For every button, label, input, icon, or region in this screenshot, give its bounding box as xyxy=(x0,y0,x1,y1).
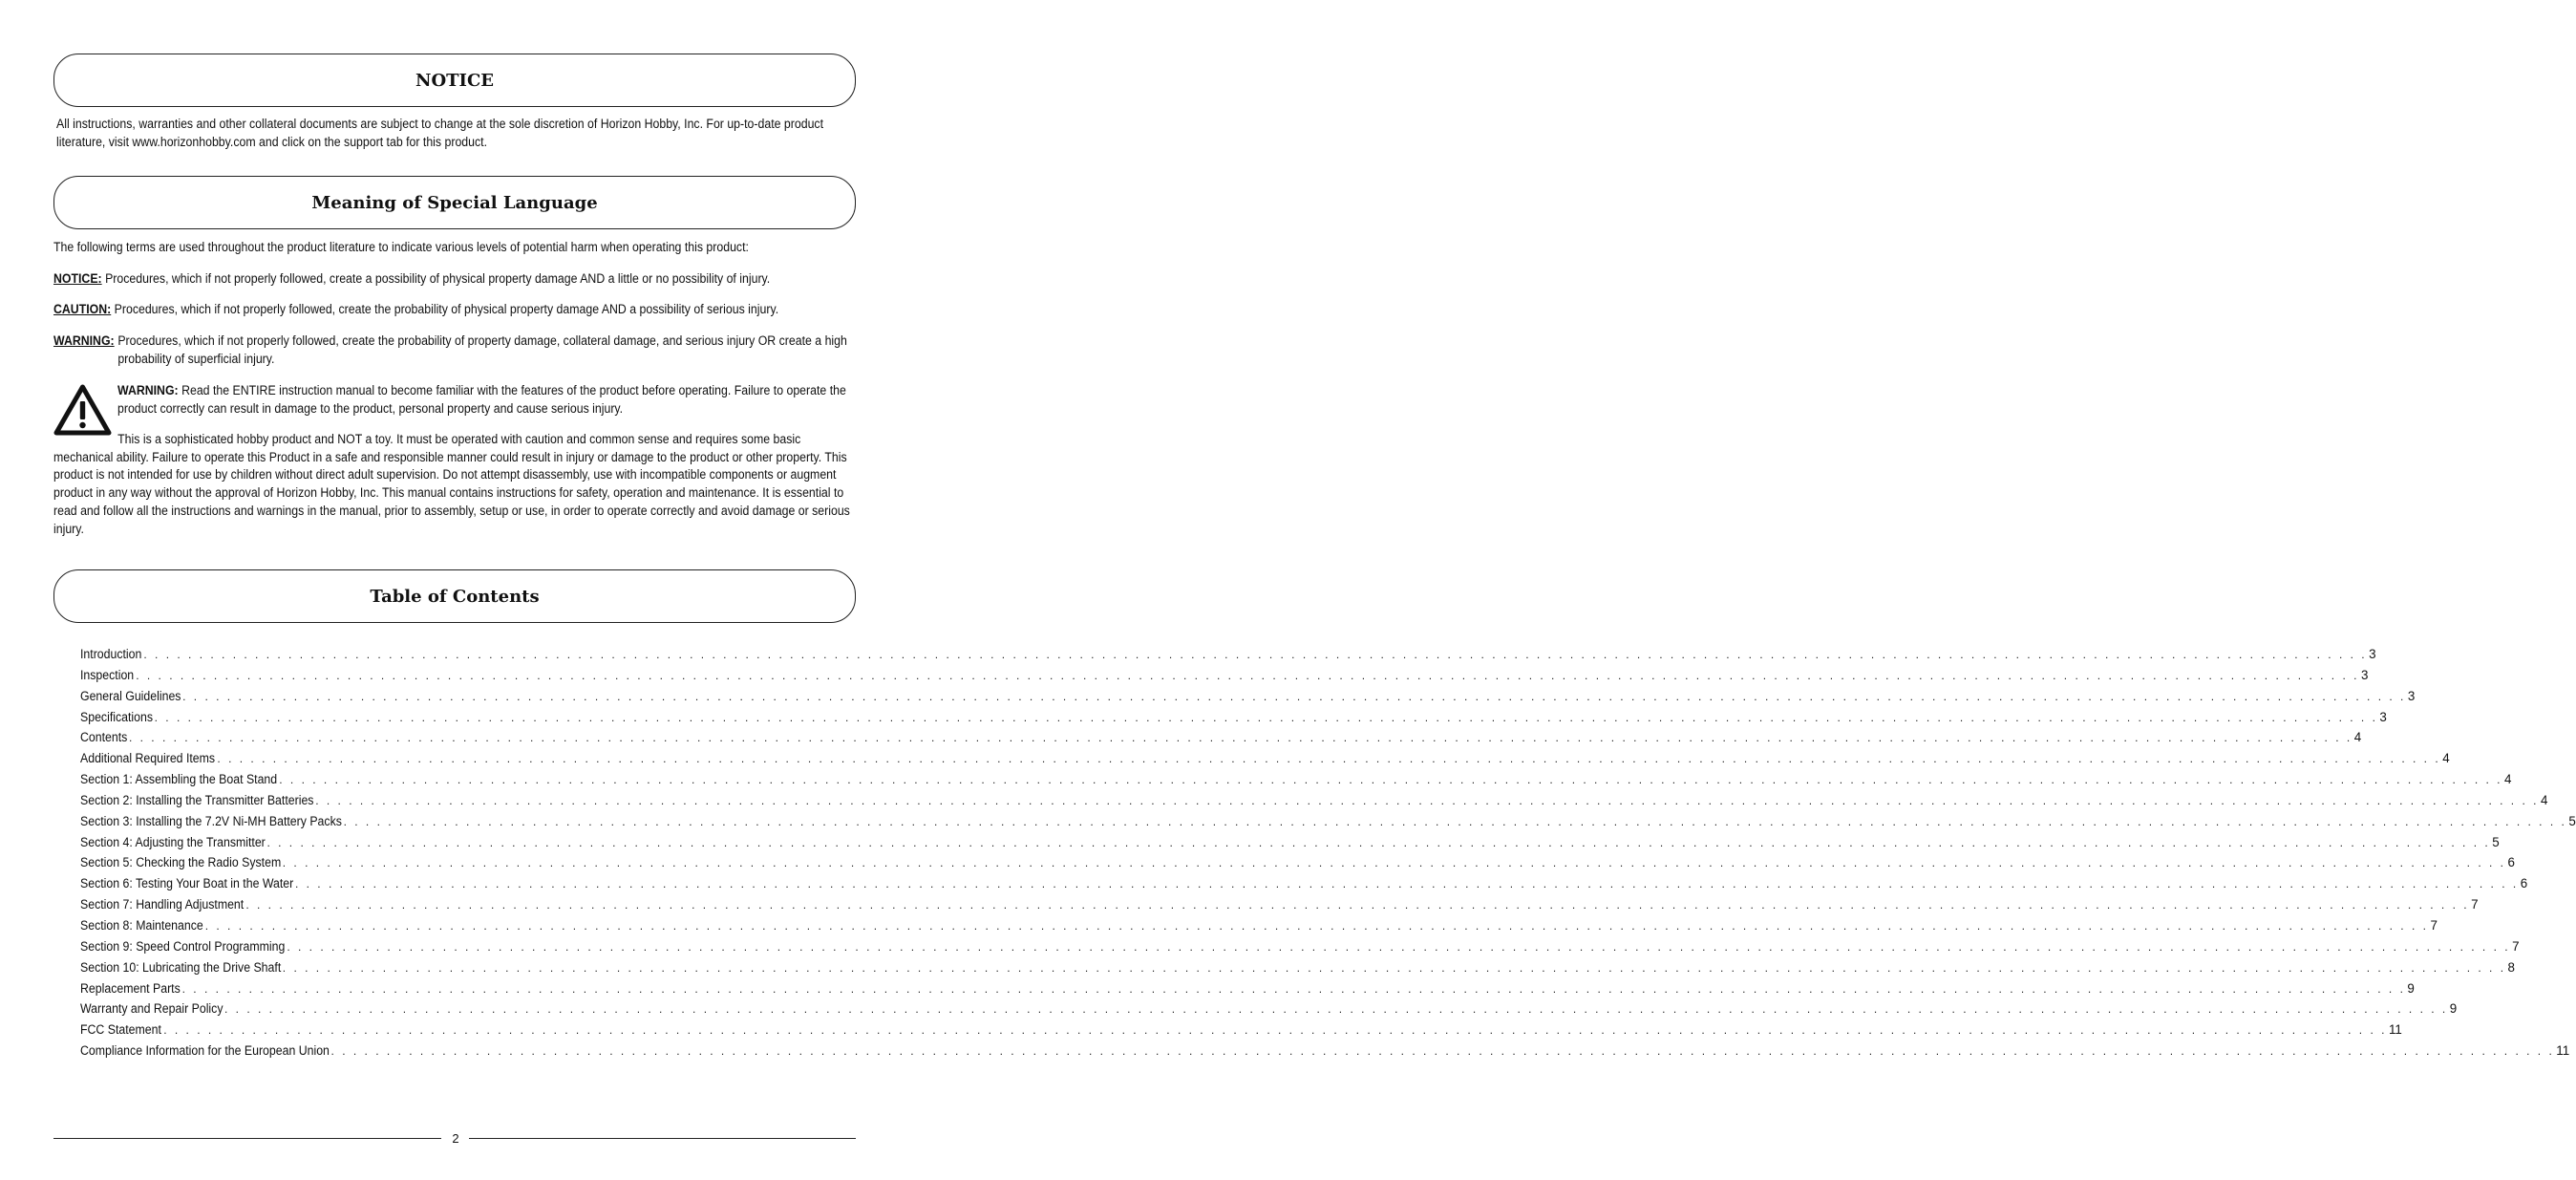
toc-entry xyxy=(80,959,2515,981)
notice-definition-text: Procedures, which if not properly followed, create a possibility of physical property damage AND a little or no possibility of injury. xyxy=(101,271,771,286)
toc-entry-page: 6 xyxy=(2520,876,2528,891)
toc-dot-leader: . . . . . . . . . . . . . . . . . . . . . . . . . . . . . . . . . . . . . . . . . . . . . . . . . . . . . . . . . . . . . . . . . . . . . . . . . . . . . . . . . . . . . . . . . . . . . . . . . . . . . . . . . . . . . . . . . . . . . . . . . . . . . . . . . . . . . . . . . . . . . . . . . . . . . . . . . . . . . . . . . . . . . . . . . . . . . . . . . . . . . . . . . . . . . . . . . . . . . . . . xyxy=(315,793,2539,807)
toc-dot-leader: . . . . . . . . . . . . . . . . . . . . . . . . . . . . . . . . . . . . . . . . . . . . . . . . . . . . . . . . . . . . . . . . . . . . . . . . . . . . . . . . . . . . . . . . . . . . . . . . . . . . . . . . . . . . . . . . . . . . . . . . . . . . . . . . . . . . . . . . . . . . . . . . . . . . . . . . . . . . . . . . . . . . . . . . . . . . . . . . . . . . . . . . . . . . . . . . . . . . . . . . xyxy=(330,1044,2555,1059)
footer-rule-right xyxy=(469,1138,856,1139)
notice-body-text: All instructions, warranties and other collateral documents are subject to change at the sole discretion of Horizon Hobby, Inc. For up-to-date product literature, visit www.horizonhobby.com and click on the support tab for this product. xyxy=(56,117,824,149)
toc-entry-page: 11 xyxy=(2556,1043,2570,1059)
toc-entry-page: 7 xyxy=(2471,897,2479,912)
page-number: 2 xyxy=(452,1131,459,1146)
caution-definition-text: Procedures, which if not properly followed, create the probability of physical property damage AND a possibility of serious injury. xyxy=(111,302,779,316)
toc-entry-page: 3 xyxy=(2369,647,2376,661)
toc-entry-page: 11 xyxy=(2388,1022,2402,1038)
toc-entry-title: Introduction xyxy=(80,647,142,661)
notice-title: NOTICE xyxy=(415,70,494,91)
toc-entry xyxy=(80,938,2520,960)
toc-entry-page: 3 xyxy=(2379,709,2387,724)
toc-dot-leader: . . . . . . . . . . . . . . . . . . . . . . . . . . . . . . . . . . . . . . . . . . . . . . . . . . . . . . . . . . . . . . . . . . . . . . . . . . . . . . . . . . . . . . . . . . . . . . . . . . . . . . . . . . . . . . . . . . . . . . . . . . . . . . . . . . . . . . . . . . . . . . . . . . . . . . . . . . . . . . . . . . . . . . . . . . . . . . . . . . . . . . . . . . . . . . . . . . . . . . . . xyxy=(245,898,2470,912)
toc-entry-title: Section 7: Handling Adjustment xyxy=(80,897,245,912)
special-language-title: Meaning of Special Language xyxy=(311,192,598,213)
toc-entry xyxy=(80,792,2548,814)
toc-dot-leader: . . . . . . . . . . . . . . . . . . . . . . . . . . . . . . . . . . . . . . . . . . . . . . . . . . . . . . . . . . . . . . . . . . . . . . . . . . . . . . . . . . . . . . . . . . . . . . . . . . . . . . . . . . . . . . . . . . . . . . . . . . . . . . . . . . . . . . . . . . . . . . . . . . . . . . . . . . . . . . . . . . . . . . . . . . . . . . . . . . . . . . . . . . . . . . . . . . . . . . . . xyxy=(181,981,2406,996)
notice-definition xyxy=(53,270,856,289)
toc-dot-leader: . . . . . . . . . . . . . . . . . . . . . . . . . . . . . . . . . . . . . . . . . . . . . . . . . . . . . . . . . . . . . . . . . . . . . . . . . . . . . . . . . . . . . . . . . . . . . . . . . . . . . . . . . . . . . . . . . . . . . . . . . . . . . . . . . . . . . . . . . . . . . . . . . . . . . . . . . . . . . . . . . . . . . . . . . . . . . . . . . . . . . . . . . . . . . . . . . . . . . . . . xyxy=(266,835,2491,849)
toc-entry-title: Replacement Parts xyxy=(80,980,181,996)
toc-dot-leader: . . . . . . . . . . . . . . . . . . . . . . . . . . . . . . . . . . . . . . . . . . . . . . . . . . . . . . . . . . . . . . . . . . . . . . . . . . . . . . . . . . . . . . . . . . . . . . . . . . . . . . . . . . . . . . . . . . . . . . . . . . . . . . . . . . . . . . . . . . . . . . . . . . . . . . . . . . . . . . . . . . . . . . . . . . . . . . . . . . . . . . . . . . . . . . . . . . . . . . . . xyxy=(282,856,2506,870)
toc-list xyxy=(80,647,2576,1064)
toc-entry-title: Contents xyxy=(80,730,128,745)
notice-header-box xyxy=(53,54,856,107)
warning-definition xyxy=(53,333,856,368)
toc-entry-title: Section 9: Speed Control Programming xyxy=(80,938,286,954)
warning2-text: Read the ENTIRE instruction manual to become familiar with the features of the product before operating. Failure to operate the product correctly can result in damage to the product, personal property and cause serious injury. xyxy=(117,383,846,416)
toc-entry-page: 4 xyxy=(2504,772,2512,787)
toc-entry-page: 7 xyxy=(2512,938,2520,954)
toc-entry xyxy=(80,813,2576,835)
toc-entry-page: 3 xyxy=(2360,667,2369,682)
caution-term: CAUTION: xyxy=(53,302,112,316)
toc-entry xyxy=(80,647,2376,668)
toc-entry-page: 9 xyxy=(2449,1001,2458,1017)
toc-entry xyxy=(80,897,2479,918)
warning-definition-text: Procedures, which if not properly followed, create the probability of property damage, collateral damage, and serious injury OR create a high probability of superficial injury. xyxy=(117,333,847,366)
toc-entry xyxy=(80,730,2362,751)
toc-dot-leader: . . . . . . . . . . . . . . . . . . . . . . . . . . . . . . . . . . . . . . . . . . . . . . . . . . . . . . . . . . . . . . . . . . . . . . . . . . . . . . . . . . . . . . . . . . . . . . . . . . . . . . . . . . . . . . . . . . . . . . . . . . . . . . . . . . . . . . . . . . . . . . . . . . . . . . . . . . . . . . . . . . . . . . . . . . . . . . . . . . . . . . . . . . . . . . . . . . . . . . . . xyxy=(287,939,2511,954)
warning2-term: WARNING: xyxy=(117,383,179,397)
toc-entry-title: Additional Required Items xyxy=(80,751,216,766)
toc-entry-title: Warranty and Repair Policy xyxy=(80,1001,224,1017)
toc-entry-page: 4 xyxy=(2353,730,2362,745)
toc-entry-page: 5 xyxy=(2492,834,2500,849)
toc-entry-page: 5 xyxy=(2568,813,2576,828)
warning-read-manual xyxy=(117,382,859,418)
toc-entry xyxy=(80,980,2415,1002)
toc-entry xyxy=(80,1043,2570,1064)
toc-entry-title: Section 4: Adjusting the Transmitter xyxy=(80,834,266,849)
toc-entry-page: 7 xyxy=(2430,917,2438,933)
toc-entry xyxy=(80,917,2438,939)
toc-dot-leader: . . . . . . . . . . . . . . . . . . . . . . . . . . . . . . . . . . . . . . . . . . . . . . . . . . . . . . . . . . . . . . . . . . . . . . . . . . . . . . . . . . . . . . . . . . . . . . . . . . . . . . . . . . . . . . . . . . . . . . . . . . . . . . . . . . . . . . . . . . . . . . . . . . . . . . . . . . . . . . . . . . . . . . . . . . . . . . . . . . . . . . . . . . . . . . . . . . . . . . . . xyxy=(136,668,2359,682)
toc-entry-page: 9 xyxy=(2407,980,2415,996)
toc-dot-leader: . . . . . . . . . . . . . . . . . . . . . . . . . . . . . . . . . . . . . . . . . . . . . . . . . . . . . . . . . . . . . . . . . . . . . . . . . . . . . . . . . . . . . . . . . . . . . . . . . . . . . . . . . . . . . . . . . . . . . . . . . . . . . . . . . . . . . . . . . . . . . . . . . . . . . . . . . . . . . . . . . . . . . . . . . . . . . . . . . . . . . . . . . . . . . . . . . . . . . . . . xyxy=(279,773,2502,787)
toc-dot-leader: . . . . . . . . . . . . . . . . . . . . . . . . . . . . . . . . . . . . . . . . . . . . . . . . . . . . . . . . . . . . . . . . . . . . . . . . . . . . . . . . . . . . . . . . . . . . . . . . . . . . . . . . . . . . . . . . . . . . . . . . . . . . . . . . . . . . . . . . . . . . . . . . . . . . . . . . . . . . . . . . . . . . . . . . . . . . . . . . . . . . . . . . . . . . . . . . . . . . . . . . xyxy=(224,1002,2448,1017)
toc-entry-title: Inspection xyxy=(80,667,135,682)
toc-dot-leader: . . . . . . . . . . . . . . . . . . . . . . . . . . . . . . . . . . . . . . . . . . . . . . . . . . . . . . . . . . . . . . . . . . . . . . . . . . . . . . . . . . . . . . . . . . . . . . . . . . . . . . . . . . . . . . . . . . . . . . . . . . . . . . . . . . . . . . . . . . . . . . . . . . . . . . . . . . . . . . . . . . . . . . . . . . . . . . . . . . . . . . . . . . . . . . . . . . . . . . . . xyxy=(182,689,2406,703)
toc-dot-leader: . . . . . . . . . . . . . . . . . . . . . . . . . . . . . . . . . . . . . . . . . . . . . . . . . . . . . . . . . . . . . . . . . . . . . . . . . . . . . . . . . . . . . . . . . . . . . . . . . . . . . . . . . . . . . . . . . . . . . . . . . . . . . . . . . . . . . . . . . . . . . . . . . . . . . . . . . . . . . . . . . . . . . . . . . . . . . . . . . . . . . . . . . . . . . . . . . . . . . . . . xyxy=(217,752,2441,766)
toc-entry-title: Section 3: Installing the 7.2V Ni-MH Battery Packs xyxy=(80,813,342,828)
intro-text: The following terms are used throughout the product literature to indicate various levels of potential harm when operating this product: xyxy=(53,240,749,254)
toc-entry-page: 6 xyxy=(2507,855,2515,870)
notice-term: NOTICE: xyxy=(53,271,102,286)
notice-body xyxy=(56,116,859,151)
toc-entry xyxy=(80,709,2387,731)
toc-entry xyxy=(80,751,2450,772)
toc-dot-leader: . . . . . . . . . . . . . . . . . . . . . . . . . . . . . . . . . . . . . . . . . . . . . . . . . . . . . . . . . . . . . . . . . . . . . . . . . . . . . . . . . . . . . . . . . . . . . . . . . . . . . . . . . . . . . . . . . . . . . . . . . . . . . . . . . . . . . . . . . . . . . . . . . . . . . . . . . . . . . . . . . . . . . . . . . . . . . . . . . . . . . . . . . . . . . . . . . . . . . . . . xyxy=(143,648,2368,661)
toc-dot-leader: . . . . . . . . . . . . . . . . . . . . . . . . . . . . . . . . . . . . . . . . . . . . . . . . . . . . . . . . . . . . . . . . . . . . . . . . . . . . . . . . . . . . . . . . . . . . . . . . . . . . . . . . . . . . . . . . . . . . . . . . . . . . . . . . . . . . . . . . . . . . . . . . . . . . . . . . . . . . . . . . . . . . . . . . . . . . . . . . . . . . . . . . . . . . . . . . . . . . . . . . xyxy=(204,918,2429,933)
toc-entry xyxy=(80,1022,2402,1043)
hobby-product-paragraph xyxy=(53,431,856,538)
toc-entry-title: Section 1: Assembling the Boat Stand xyxy=(80,772,278,787)
toc-entry-title: General Guidelines xyxy=(80,688,181,703)
toc-dot-leader: . . . . . . . . . . . . . . . . . . . . . . . . . . . . . . . . . . . . . . . . . . . . . . . . . . . . . . . . . . . . . . . . . . . . . . . . . . . . . . . . . . . . . . . . . . . . . . . . . . . . . . . . . . . . . . . . . . . . . . . . . . . . . . . . . . . . . . . . . . . . . . . . . . . . . . . . . . . . . . . . . . . . . . . . . . . . . . . . . . . . . . . . . . . . . . . . . . . . . . . . xyxy=(128,731,2352,745)
toc-dot-leader: . . . . . . . . . . . . . . . . . . . . . . . . . . . . . . . . . . . . . . . . . . . . . . . . . . . . . . . . . . . . . . . . . . . . . . . . . . . . . . . . . . . . . . . . . . . . . . . . . . . . . . . . . . . . . . . . . . . . . . . . . . . . . . . . . . . . . . . . . . . . . . . . . . . . . . . . . . . . . . . . . . . . . . . . . . . . . . . . . . . . . . . . . . . . . . . . . . . . . . . . xyxy=(282,960,2506,975)
toc-entry-title: Specifications xyxy=(80,709,154,724)
toc-entry xyxy=(80,688,2416,710)
toc-entry-title: FCC Statement xyxy=(80,1022,161,1038)
caution-definition xyxy=(53,301,856,319)
toc-entry-title: Section 8: Maintenance xyxy=(80,917,203,933)
special-language-intro xyxy=(53,239,856,257)
warning-term: WARNING: xyxy=(53,333,115,348)
toc-entry-title: Section 10: Lubricating the Drive Shaft xyxy=(80,959,282,975)
toc-entry-title: Section 6: Testing Your Boat in the Water xyxy=(80,876,294,891)
toc-entry xyxy=(80,876,2528,897)
toc-dot-leader: . . . . . . . . . . . . . . . . . . . . . . . . . . . . . . . . . . . . . . . . . . . . . . . . . . . . . . . . . . . . . . . . . . . . . . . . . . . . . . . . . . . . . . . . . . . . . . . . . . . . . . . . . . . . . . . . . . . . . . . . . . . . . . . . . . . . . . . . . . . . . . . . . . . . . . . . . . . . . . . . . . . . . . . . . . . . . . . . . . . . . . . . . . . . . . . . . . . . . . . . xyxy=(294,877,2519,891)
toc-entry xyxy=(80,1001,2458,1022)
toc-title: Table of Contents xyxy=(370,586,540,607)
hobby-product-text: This is a sophisticated hobby product and NOT a toy. It must be operated with caution and common sense and requires some basic mechanical ability. Failure to operate this Product in a safe and responsible manner could result in injury or damage to the product or other property. This product is not intended for use by children without direct adult supervision. Do not attempt disassembly, use with incompatible components or augment product in any way without the approval of Horizon Hobby, Inc. This manual contains instructions for safety, operation and maintenance. It is essential to read and follow all the instructions and warnings in the manual, prior to assembly, setup or use, in order to operate correctly and avoid damage or serious injury. xyxy=(53,432,850,536)
toc-entry xyxy=(80,667,2369,689)
toc-dot-leader: . . . . . . . . . . . . . . . . . . . . . . . . . . . . . . . . . . . . . . . . . . . . . . . . . . . . . . . . . . . . . . . . . . . . . . . . . . . . . . . . . . . . . . . . . . . . . . . . . . . . . . . . . . . . . . . . . . . . . . . . . . . . . . . . . . . . . . . . . . . . . . . . . . . . . . . . . . . . . . . . . . . . . . . . . . . . . . . . . . . . . . . . . . . . . . . . . . . . . . . . xyxy=(343,814,2567,828)
toc-entry xyxy=(80,772,2512,793)
toc-entry-title: Section 5: Checking the Radio System xyxy=(80,855,282,870)
toc-entry xyxy=(80,855,2515,876)
toc-entry-page: 8 xyxy=(2507,959,2515,975)
toc-dot-leader: . . . . . . . . . . . . . . . . . . . . . . . . . . . . . . . . . . . . . . . . . . . . . . . . . . . . . . . . . . . . . . . . . . . . . . . . . . . . . . . . . . . . . . . . . . . . . . . . . . . . . . . . . . . . . . . . . . . . . . . . . . . . . . . . . . . . . . . . . . . . . . . . . . . . . . . . . . . . . . . . . . . . . . . . . . . . . . . . . . . . . . . . . . . . . . . . . . . . . . . . xyxy=(163,1023,2387,1038)
toc-dot-leader: . . . . . . . . . . . . . . . . . . . . . . . . . . . . . . . . . . . . . . . . . . . . . . . . . . . . . . . . . . . . . . . . . . . . . . . . . . . . . . . . . . . . . . . . . . . . . . . . . . . . . . . . . . . . . . . . . . . . . . . . . . . . . . . . . . . . . . . . . . . . . . . . . . . . . . . . . . . . . . . . . . . . . . . . . . . . . . . . . . . . . . . . . . . . . . . . . . . . . . . . xyxy=(154,710,2378,724)
toc-entry xyxy=(80,834,2500,856)
warning-triangle-icon xyxy=(53,384,112,436)
toc-entry-page: 4 xyxy=(2540,792,2548,807)
footer-rule-left xyxy=(53,1138,441,1139)
toc-entry-title: Compliance Information for the European Union xyxy=(80,1043,330,1059)
special-language-header-box xyxy=(53,176,856,229)
toc-header-box xyxy=(53,569,856,623)
toc-entry-page: 3 xyxy=(2407,688,2416,703)
toc-entry-page: 4 xyxy=(2442,751,2450,766)
toc-entry-title: Section 2: Installing the Transmitter Batteries xyxy=(80,792,314,807)
